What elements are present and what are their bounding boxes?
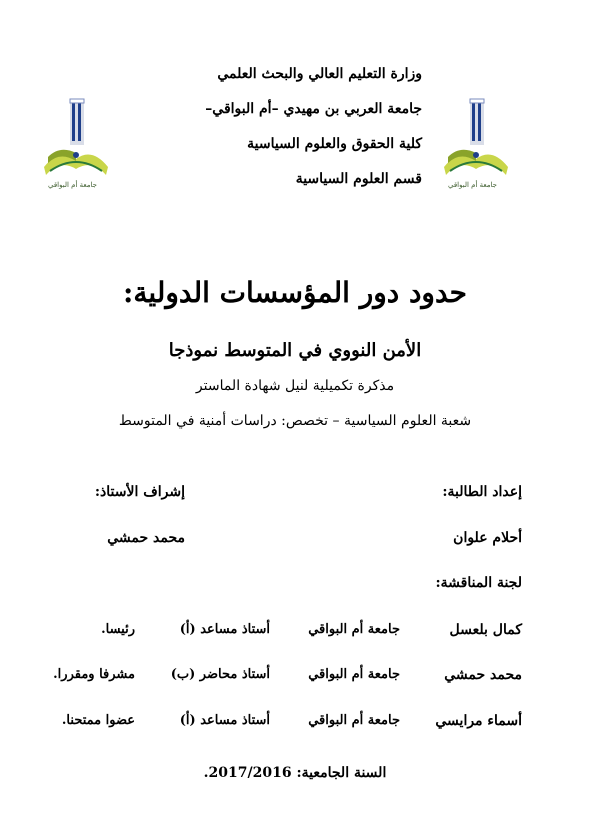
member-name: محمد حمشي xyxy=(444,667,522,683)
prepared-by-label: إعداد الطالبة: xyxy=(442,484,522,500)
member-role: عضوا ممتحنا. xyxy=(61,713,135,728)
supervisor-label: إشراف الأستاذ: xyxy=(94,484,185,500)
student-name: أحلام علوان xyxy=(453,530,522,546)
university-logo-right xyxy=(440,95,512,195)
academic-year-value: 2017/2016. xyxy=(203,765,292,781)
university-logo-icon xyxy=(40,95,112,195)
faculty-line: كلية الحقوق والعلوم السياسية xyxy=(247,136,422,152)
committee-label: لجنة المناقشة: xyxy=(435,575,522,591)
ministry-line: وزارة التعليم العالي والبحث العلمي xyxy=(217,66,422,82)
logo-left-text: جامعة أم البواقي xyxy=(48,181,97,189)
department-line: قسم العلوم السياسية xyxy=(295,171,422,187)
academic-year-label: السنة الجامعية: xyxy=(296,765,387,781)
memo-line: مذكرة تكميلية لنيل شهادة الماستر xyxy=(195,378,395,394)
member-rank: أستاذ مساعد (أ) xyxy=(179,622,270,637)
main-title: حدود دور المؤسسات الدولية: xyxy=(123,276,467,309)
member-university: جامعة أم البواقي xyxy=(308,622,400,637)
member-role: مشرفا ومقررا. xyxy=(53,667,135,682)
subtitle: الأمن النووي في المتوسط نموذجا xyxy=(168,340,422,361)
member-name: كمال بلعسل xyxy=(449,622,522,638)
university-logo-icon xyxy=(440,95,512,195)
member-name: أسماء مرايسي xyxy=(435,713,522,729)
member-rank: أستاذ مساعد (أ) xyxy=(179,713,270,728)
university-logo-left xyxy=(40,95,112,195)
member-rank: أستاذ محاضر (ب) xyxy=(170,667,270,682)
member-university: جامعة أم البواقي xyxy=(308,667,400,682)
member-university: جامعة أم البواقي xyxy=(308,713,400,728)
supervisor-name: محمد حمشي xyxy=(107,530,185,546)
logo-right-text: جامعة أم البواقي xyxy=(448,181,497,189)
university-line: جامعة العربي بن مهيدي –أم البواقي– xyxy=(205,101,422,117)
academic-year xyxy=(0,765,590,781)
specialty-line: شعبة العلوم السياسية – تخصص: دراسات أمنية في المتوسط xyxy=(118,413,472,429)
member-role: رئيسا. xyxy=(101,622,135,637)
